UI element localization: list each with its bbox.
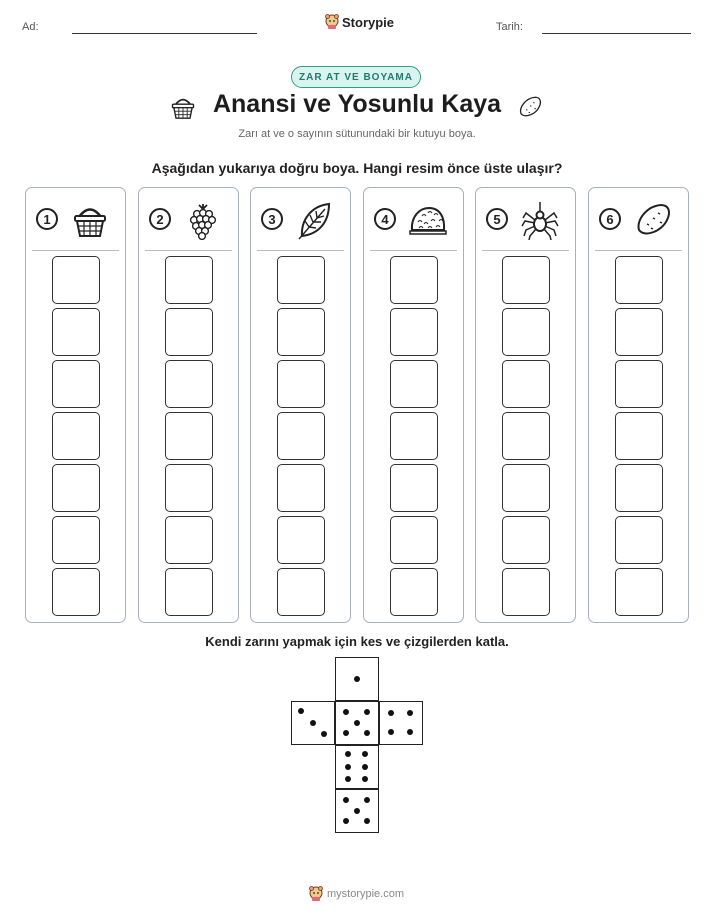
dice-face-5 (335, 789, 379, 833)
color-box[interactable] (615, 568, 663, 616)
color-box[interactable] (502, 308, 550, 356)
name-line (72, 33, 257, 34)
column-number: 1 (36, 208, 58, 230)
color-box[interactable] (502, 412, 550, 460)
color-column-4 (363, 187, 464, 623)
dice-pip (364, 709, 370, 715)
dice-pip (343, 797, 349, 803)
color-box[interactable] (502, 516, 550, 564)
column-header (364, 188, 463, 250)
column-number: 2 (149, 208, 171, 230)
dice-face-4 (379, 701, 423, 745)
dice-pip (345, 776, 351, 782)
subtitle: Zarı at ve o sayının sütunundaki bir kutuyu boya. (238, 128, 476, 140)
color-box[interactable] (52, 464, 100, 512)
color-box[interactable] (277, 464, 325, 512)
color-box[interactable] (52, 256, 100, 304)
dice-pip (354, 676, 360, 682)
mossy-rock-icon (408, 200, 448, 240)
storypie-mascot-icon (309, 886, 323, 902)
color-box[interactable] (277, 568, 325, 616)
dice-pip (362, 776, 368, 782)
color-box[interactable] (615, 516, 663, 564)
dice-pip (310, 720, 316, 726)
column-header (589, 188, 688, 250)
column-number: 4 (374, 208, 396, 230)
color-box[interactable] (277, 308, 325, 356)
dice-pip (345, 764, 351, 770)
page-title: Anansi ve Yosunlu Kaya (212, 90, 502, 118)
color-box[interactable] (390, 516, 438, 564)
color-box[interactable] (277, 412, 325, 460)
dice-pip (354, 720, 360, 726)
dice-pip (362, 751, 368, 757)
color-box[interactable] (502, 568, 550, 616)
color-column-6 (588, 187, 689, 623)
color-box[interactable] (52, 412, 100, 460)
dice-face-6 (335, 745, 379, 789)
color-box[interactable] (165, 516, 213, 564)
brand-name: Storypie (342, 14, 395, 30)
color-column-1 (25, 187, 126, 623)
color-box[interactable] (615, 360, 663, 408)
storypie-mascot-icon (325, 14, 339, 30)
color-box[interactable] (502, 360, 550, 408)
raspberry-icon (183, 200, 223, 240)
column-header (251, 188, 350, 250)
column-header (476, 188, 575, 250)
color-box[interactable] (165, 360, 213, 408)
color-box[interactable] (390, 360, 438, 408)
dice-pip (321, 731, 327, 737)
dice-pip (388, 710, 394, 716)
yam-icon (633, 200, 673, 240)
basket-icon (70, 200, 110, 240)
color-box[interactable] (52, 308, 100, 356)
color-box[interactable] (277, 256, 325, 304)
column-divider (32, 250, 119, 251)
title-yam-icon (515, 94, 545, 120)
dice-face-3 (291, 701, 335, 745)
column-number: 3 (261, 208, 283, 230)
dice-pip (298, 708, 304, 714)
dice-pip (343, 730, 349, 736)
dice-face-1 (335, 657, 379, 701)
dice-pip (364, 730, 370, 736)
brand-logo (325, 14, 394, 30)
color-box[interactable] (165, 568, 213, 616)
column-divider (595, 250, 682, 251)
color-column-3 (250, 187, 351, 623)
column-divider (482, 250, 569, 251)
dice-pip (407, 729, 413, 735)
color-box[interactable] (390, 464, 438, 512)
color-box[interactable] (165, 256, 213, 304)
coloring-instruction: Aşağıdan yukarıya doğru boya. Hangi resim önce üste ulaşır? (151, 160, 563, 176)
color-box[interactable] (502, 464, 550, 512)
color-column-5 (475, 187, 576, 623)
dice-pip (354, 808, 360, 814)
leaf-icon (295, 200, 335, 240)
color-box[interactable] (277, 360, 325, 408)
column-header (139, 188, 238, 250)
color-box[interactable] (615, 412, 663, 460)
dice-pip (343, 818, 349, 824)
name-label: Ad: (22, 21, 39, 33)
color-box[interactable] (390, 256, 438, 304)
dice-face-5 (335, 701, 379, 745)
color-box[interactable] (165, 464, 213, 512)
color-box[interactable] (615, 464, 663, 512)
dice-pip (364, 797, 370, 803)
column-header (26, 188, 125, 250)
color-box[interactable] (52, 360, 100, 408)
footer-url: mystorypie.com (327, 888, 405, 900)
column-divider (145, 250, 232, 251)
color-box[interactable] (390, 568, 438, 616)
color-box[interactable] (277, 516, 325, 564)
color-box[interactable] (390, 308, 438, 356)
date-label: Tarih: (496, 21, 523, 33)
activity-badge: ZAR AT VE BOYAMA (291, 66, 421, 88)
color-box[interactable] (615, 256, 663, 304)
dice-pip (388, 729, 394, 735)
footer (309, 886, 404, 902)
column-divider (257, 250, 344, 251)
dice-pip (362, 764, 368, 770)
color-box[interactable] (165, 412, 213, 460)
spider-icon (520, 200, 560, 240)
color-box[interactable] (615, 308, 663, 356)
dice-instruction: Kendi zarını yapmak için kes ve çizgilerden katla. (205, 634, 509, 649)
date-line (542, 33, 691, 34)
dice-pip (345, 751, 351, 757)
dice-pip (407, 710, 413, 716)
color-box[interactable] (502, 256, 550, 304)
column-number: 5 (486, 208, 508, 230)
column-divider (370, 250, 457, 251)
color-box[interactable] (390, 412, 438, 460)
dice-pip (343, 709, 349, 715)
column-number: 6 (599, 208, 621, 230)
color-box[interactable] (52, 568, 100, 616)
color-box[interactable] (52, 516, 100, 564)
color-box[interactable] (165, 308, 213, 356)
color-column-2 (138, 187, 239, 623)
dice-pip (364, 818, 370, 824)
